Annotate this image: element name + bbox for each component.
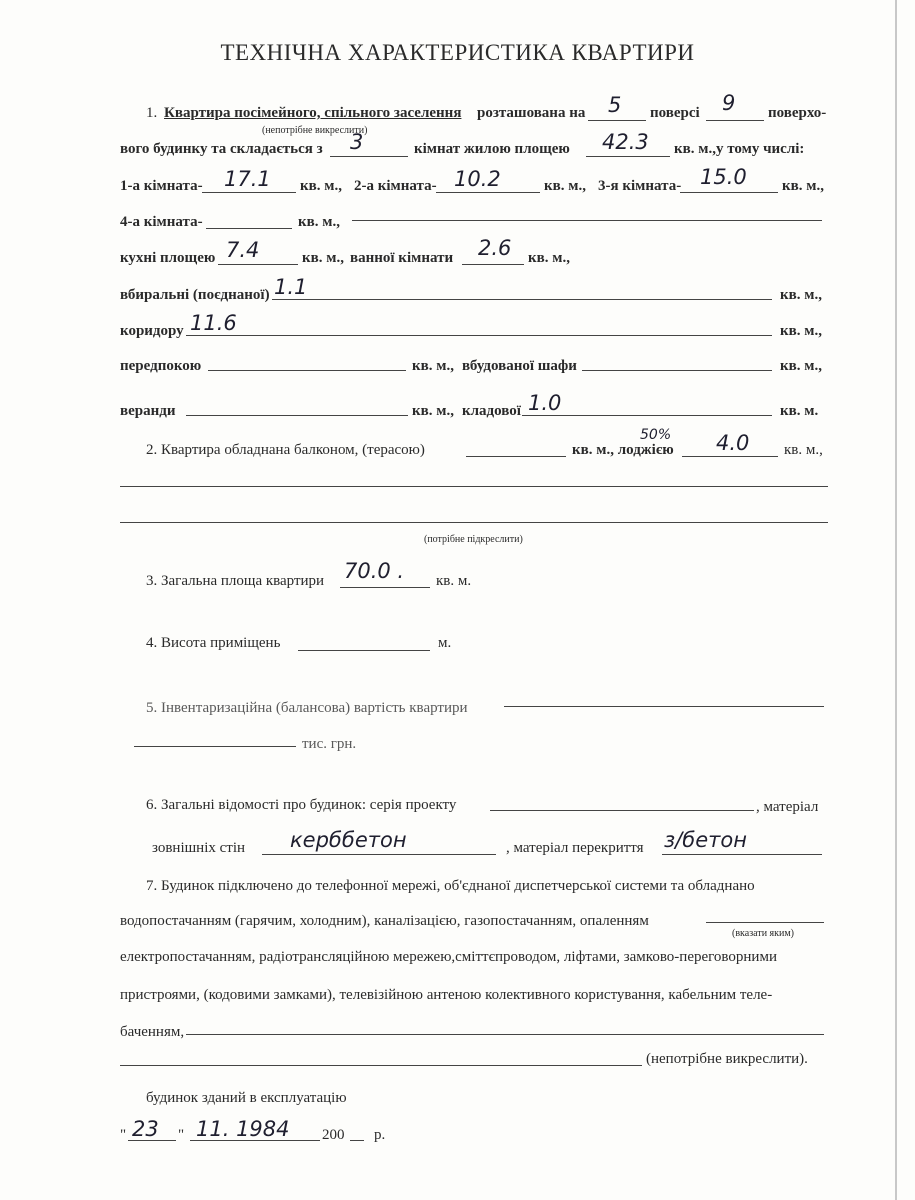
s2-extra-line-2 — [120, 522, 828, 523]
wardrobe-unit: кв. м., — [780, 358, 822, 374]
room1-value: 17.1 — [224, 167, 271, 191]
s7-strike-note: (непотрібне викреслити). — [646, 1051, 808, 1067]
room2-label: 2-а кімната- — [354, 178, 437, 194]
s7-line1: 7. Будинок підключено до телефонної мережі, об'єднаної диспетчерської системи та обладнано — [146, 878, 755, 894]
room1-unit: кв. м., — [300, 178, 342, 194]
kitchen-label: кухні площею — [120, 250, 216, 266]
veranda-label: веранди — [120, 403, 176, 419]
veranda-unit: кв. м., — [412, 403, 454, 419]
wardrobe-label: вбудованої шафи — [462, 358, 577, 374]
page-title: ТЕХНІЧНА ХАРАКТЕРИСТИКА КВАРТИРИ — [220, 40, 695, 65]
walls-value: керббетон — [290, 828, 407, 852]
toilet-line — [272, 299, 772, 300]
s7-extra-line-2 — [120, 1065, 642, 1066]
commission-date: 11. 1984 — [196, 1117, 290, 1141]
value-line-1 — [504, 706, 824, 707]
height-line — [298, 650, 430, 651]
s1-located-on: розташована на — [477, 105, 586, 121]
specify-note: (вказати яким) — [732, 928, 795, 939]
room2-unit: кв. м., — [544, 178, 586, 194]
date-quote-open: " — [120, 1127, 127, 1143]
veranda-line — [186, 415, 408, 416]
rooms-label: кімнат жилою площею — [414, 141, 570, 157]
loggia-unit: кв. м., — [784, 442, 823, 458]
s2-extra-line-1 — [120, 486, 828, 487]
room4-label: 4-а кімната- — [120, 214, 203, 230]
room3-value: 15.0 — [700, 165, 747, 189]
corridor-value: 11.6 — [190, 311, 237, 335]
toilet-label: вбиральні (поєднаної) — [120, 287, 270, 303]
total-area-unit: кв. м. — [436, 573, 472, 589]
room3-line — [680, 192, 778, 193]
hall-label: передпокою — [120, 358, 202, 374]
kitchen-unit: кв. м., — [302, 250, 344, 266]
hall-line — [208, 370, 406, 371]
commission-label: будинок зданий в експлуатацію — [146, 1090, 347, 1106]
corridor-label: коридору — [120, 323, 184, 339]
s7-line5: баченням, — [120, 1024, 185, 1040]
strike-note: (непотрібне викреслити) — [262, 125, 368, 136]
rooms-value: 3 — [350, 130, 364, 154]
toilet-value: 1.1 — [274, 275, 308, 299]
s6-text: 6. Загальні відомості про будинок: серія проекту — [146, 797, 457, 813]
living-area-value: 42.3 — [602, 130, 649, 154]
total-area-line — [340, 587, 430, 588]
bath-label: ванної кімнати — [350, 250, 454, 266]
s7-line3: електропостачанням, радіотрансляційною мережею,сміттєпроводом, ліфтами, замково-переговорними — [120, 949, 777, 965]
rooms-line — [330, 156, 408, 157]
pantry-line — [522, 415, 772, 416]
s1-apartment-type: Квартира посімейного, спільного заселення — [164, 105, 462, 121]
year-prefix: 200 — [322, 1127, 345, 1143]
room3-label: 3-я кімната- — [598, 178, 682, 194]
value-line-2 — [134, 746, 296, 747]
s7-line4: пристроями, (кодовими замками), телевізійною антеною колективного користування, кабельним теле- — [120, 987, 773, 1003]
year-r: р. — [374, 1127, 386, 1143]
walls-line — [262, 854, 496, 855]
project-series-line — [490, 810, 754, 811]
toilet-unit: кв. м., — [780, 287, 822, 303]
floors-material-value: з/бетон — [664, 828, 747, 852]
scan-edge — [895, 0, 897, 1200]
room2-value: 10.2 — [454, 167, 501, 191]
s7-line2: водопостачанням (гарячим, холодним), каналізацією, газопостачанням, опаленням — [120, 913, 649, 929]
room4-unit: кв. м., — [298, 214, 340, 230]
bath-value: 2.6 — [478, 236, 512, 260]
bath-line — [462, 264, 524, 265]
walls-label: зовнішніх стін — [152, 840, 246, 856]
loggia-label: кв. м., лоджією — [572, 442, 674, 458]
floor-line — [588, 120, 646, 121]
year-suffix-line — [350, 1140, 364, 1141]
corridor-line — [186, 335, 772, 336]
wardrobe-line — [582, 370, 772, 371]
kitchen-line — [218, 264, 298, 265]
living-area-line — [586, 156, 670, 157]
s6-material: , матеріал — [756, 799, 819, 815]
hall-unit: кв. м., — [412, 358, 454, 374]
loggia-value: 4.0 — [716, 431, 750, 455]
room3-unit: кв. м., — [782, 178, 824, 194]
room1-line — [202, 192, 296, 193]
floors-total-line — [706, 120, 764, 121]
including-label: кв. м.,у тому числі: — [674, 141, 805, 157]
room4-extra-line — [352, 220, 822, 221]
date-quote-close: " — [178, 1127, 185, 1143]
s2-text: 2. Квартира обладнана балконом, (терасою) — [146, 442, 425, 458]
room2-line — [436, 192, 540, 193]
kitchen-value: 7.4 — [226, 238, 260, 262]
commission-day: 23 — [132, 1117, 159, 1141]
pantry-unit: кв. м. — [780, 403, 819, 419]
s2-underline-note: (потрібне підкреслити) — [424, 534, 523, 545]
floor-label: поверсі — [650, 105, 700, 121]
floor-value: 5 — [608, 93, 622, 117]
s1-number: 1. — [146, 105, 158, 121]
s3-text: 3. Загальна площа квартири — [146, 573, 325, 589]
value-unit: тис. грн. — [302, 736, 357, 752]
pantry-label: кладової — [462, 403, 521, 419]
storey-part-b: вого будинку та складається з — [120, 141, 323, 157]
s5-text: 5. Інвентаризаційна (балансова) вартість квартири — [146, 700, 468, 716]
s4-text: 4. Висота приміщень — [146, 635, 281, 651]
room1-label: 1-а кімната- — [120, 178, 203, 194]
s7-extra-line-1 — [186, 1034, 824, 1035]
loggia-line — [682, 456, 778, 457]
pantry-value: 1.0 — [528, 391, 562, 415]
storey-part-a: поверхо- — [768, 105, 827, 121]
corridor-unit: кв. м., — [780, 323, 822, 339]
floors-material-line — [662, 854, 822, 855]
floors-material-label: , матеріал перекриття — [506, 840, 644, 856]
floors-total-value: 9 — [722, 91, 736, 115]
total-area-value: 70.0 . — [344, 559, 405, 583]
height-unit: м. — [438, 635, 452, 651]
balcony-line — [466, 456, 566, 457]
bath-unit: кв. м., — [528, 250, 570, 266]
room4-line — [206, 228, 292, 229]
heating-line — [706, 922, 824, 923]
loggia-percent: 50% — [640, 427, 672, 443]
